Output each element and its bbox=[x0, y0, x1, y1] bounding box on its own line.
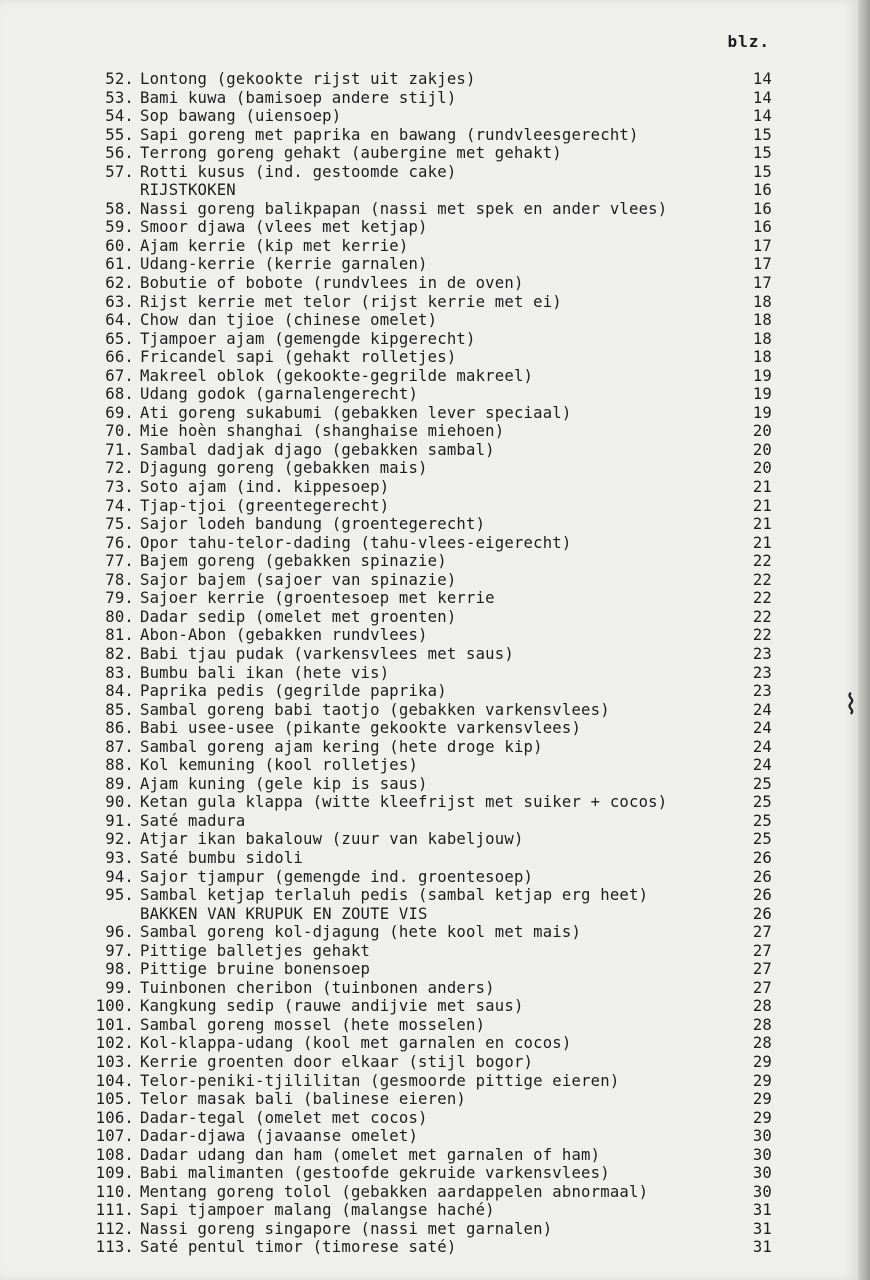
entry-title: Bumbu bali ikan (hete vis) bbox=[140, 663, 390, 682]
toc-entry bbox=[82, 960, 772, 979]
entry-title: Dadar udang dan ham (omelet met garnalen of ham) bbox=[140, 1145, 601, 1164]
entry-title: Chow dan tjioe (chinese omelet) bbox=[140, 311, 438, 330]
toc-entry bbox=[82, 793, 772, 812]
entry-number: 88. bbox=[105, 756, 134, 775]
toc-entry bbox=[82, 144, 772, 163]
toc-entry bbox=[82, 608, 772, 627]
entry-number: 58. bbox=[105, 199, 134, 218]
entry-number: 110. bbox=[95, 1182, 134, 1201]
entry-title: Sambal goreng mossel (hete mosselen) bbox=[140, 1015, 486, 1034]
entry-number: 65. bbox=[105, 329, 134, 348]
entry-title: Dadar-tegal (omelet met cocos) bbox=[140, 1108, 428, 1127]
entry-title: Dadar-djawa (javaanse omelet) bbox=[140, 1127, 419, 1146]
toc-entry bbox=[82, 1127, 772, 1146]
entry-number: 71. bbox=[105, 440, 134, 459]
entry-page-number: 30 bbox=[752, 1127, 772, 1146]
entry-title: Ati goreng sukabumi (gebakken lever speciaal) bbox=[140, 403, 572, 422]
entry-page-number: 20 bbox=[752, 440, 772, 459]
entry-title: Makreel oblok (gekookte-gegrilde makreel) bbox=[140, 366, 534, 385]
entry-title: Telor-peniki-tjililitan (gesmoorde pittige eieren) bbox=[140, 1071, 620, 1090]
entry-title: Mentang goreng tolol (gebakken aardappelen abnormaal) bbox=[140, 1182, 649, 1201]
entry-number: 85. bbox=[105, 700, 134, 719]
entry-title: Nassi goreng singapore (nassi met garnalen) bbox=[140, 1219, 553, 1238]
entry-page-number: 26 bbox=[752, 904, 772, 923]
entry-title: Sop bawang (uiensoep) bbox=[140, 107, 342, 126]
toc-entry bbox=[82, 515, 772, 534]
entry-number: 75. bbox=[105, 515, 134, 534]
entry-number: 87. bbox=[105, 737, 134, 756]
entry-number: 74. bbox=[105, 496, 134, 515]
entry-page-number: 27 bbox=[752, 941, 772, 960]
entry-page-number: 29 bbox=[752, 1108, 772, 1127]
entry-page-number: 18 bbox=[752, 329, 772, 348]
entry-title: Dadar sedip (omelet met groenten) bbox=[140, 607, 457, 626]
entry-number: 68. bbox=[105, 385, 134, 404]
entry-title: Kol-klappa-udang (kool met garnalen en cocos) bbox=[140, 1034, 572, 1053]
entry-page-number: 30 bbox=[752, 1164, 772, 1183]
entry-number: 111. bbox=[95, 1201, 134, 1220]
toc-entry bbox=[82, 1053, 772, 1072]
entry-title: Mie hoèn shanghai (shanghaise miehoen) bbox=[140, 422, 505, 441]
entry-title: Sambal ketjap terlaluh pedis (sambal ketjap erg heet) bbox=[140, 886, 649, 905]
entry-number: 67. bbox=[105, 366, 134, 385]
entry-number: 103. bbox=[95, 1052, 134, 1071]
entry-page-number: 23 bbox=[752, 644, 772, 663]
toc-entry bbox=[82, 163, 772, 182]
entry-title: Terrong goreng gehakt (aubergine met gehakt) bbox=[140, 144, 562, 163]
entry-page-number: 29 bbox=[752, 1052, 772, 1071]
entry-page-number: 17 bbox=[752, 236, 772, 255]
entry-number: 52. bbox=[105, 70, 134, 88]
entry-page-number: 14 bbox=[752, 107, 772, 126]
entry-page-number: 27 bbox=[752, 960, 772, 979]
entry-title: Kol kemuning (kool rolletjes) bbox=[140, 756, 419, 775]
entry-number: 57. bbox=[105, 162, 134, 181]
toc-entry bbox=[82, 979, 772, 998]
entry-page-number: 21 bbox=[752, 533, 772, 552]
entry-page-number: 29 bbox=[752, 1071, 772, 1090]
toc-entry bbox=[82, 330, 772, 349]
toc-entry bbox=[82, 89, 772, 108]
entry-page-number: 15 bbox=[752, 162, 772, 181]
entry-title: Sambal goreng ajam kering (hete droge kip) bbox=[140, 737, 543, 756]
toc-entry bbox=[82, 237, 772, 256]
entry-page-number: 28 bbox=[752, 1015, 772, 1034]
entry-title: Kerrie groenten door elkaar (stijl bogor) bbox=[140, 1052, 534, 1071]
entry-page-number: 22 bbox=[752, 607, 772, 626]
entry-number: 97. bbox=[105, 941, 134, 960]
entry-number: 96. bbox=[105, 923, 134, 942]
entry-number: 113. bbox=[95, 1238, 134, 1257]
entry-title: Opor tahu-telor-dading (tahu-vlees-eigerecht) bbox=[140, 533, 572, 552]
toc-entry bbox=[82, 942, 772, 961]
entry-number: 66. bbox=[105, 348, 134, 367]
entry-number: 73. bbox=[105, 478, 134, 497]
entry-page-number: 18 bbox=[752, 311, 772, 330]
toc-entry bbox=[82, 849, 772, 868]
entry-page-number: 16 bbox=[752, 181, 772, 200]
toc-entry bbox=[82, 293, 772, 312]
entry-page-number: 15 bbox=[752, 125, 772, 144]
entry-number: 109. bbox=[95, 1164, 134, 1183]
toc-entry bbox=[82, 367, 772, 386]
entry-page-number: 24 bbox=[752, 700, 772, 719]
entry-number: 108. bbox=[95, 1145, 134, 1164]
entry-title: Tjap-tjoi (greentegerecht) bbox=[140, 496, 390, 515]
entry-page-number: 25 bbox=[752, 774, 772, 793]
toc-entry bbox=[82, 311, 772, 330]
entry-number: 81. bbox=[105, 626, 134, 645]
entry-title: Sajoer kerrie (groentesoep met kerrie bbox=[140, 589, 495, 608]
entry-number: 61. bbox=[105, 255, 134, 274]
entry-page-number: 20 bbox=[752, 422, 772, 441]
entry-title: Sapi goreng met paprika en bawang (rundvleesgerecht) bbox=[140, 125, 639, 144]
entry-page-number: 23 bbox=[752, 663, 772, 682]
toc-entry bbox=[82, 756, 772, 775]
entry-page-number: 25 bbox=[752, 830, 772, 849]
entry-title: Nassi goreng balikpapan (nassi met spek en ander vlees) bbox=[140, 199, 668, 218]
entry-title: Paprika pedis (gegrilde paprika) bbox=[140, 682, 447, 701]
entry-number: 106. bbox=[95, 1108, 134, 1127]
toc-entry bbox=[82, 1016, 772, 1035]
entry-title: Rotti kusus (ind. gestoomde cake) bbox=[140, 162, 457, 181]
toc-entry bbox=[82, 923, 772, 942]
entry-page-number: 19 bbox=[752, 366, 772, 385]
toc-entry bbox=[82, 571, 772, 590]
entry-number: 89. bbox=[105, 774, 134, 793]
entry-title: Tjampoer ajam (gemengde kipgerecht) bbox=[140, 329, 476, 348]
entry-title: Sapi tjampoer malang (malangse haché) bbox=[140, 1201, 495, 1220]
entry-number: 102. bbox=[95, 1034, 134, 1053]
entry-page-number: 19 bbox=[752, 385, 772, 404]
entry-number: 104. bbox=[95, 1071, 134, 1090]
entry-title: Saté madura bbox=[140, 811, 246, 830]
toc-entry bbox=[82, 626, 772, 645]
toc-entry bbox=[82, 70, 772, 89]
entry-page-number: 24 bbox=[752, 737, 772, 756]
entry-number: 100. bbox=[95, 997, 134, 1016]
toc-entry bbox=[82, 738, 772, 757]
toc-entry bbox=[82, 107, 772, 126]
entry-title: Pittige balletjes gehakt bbox=[140, 941, 371, 960]
toc-entry bbox=[82, 218, 772, 237]
entry-page-number: 22 bbox=[752, 626, 772, 645]
entry-number: 84. bbox=[105, 682, 134, 701]
toc-entry bbox=[82, 1201, 772, 1220]
entry-title: Fricandel sapi (gehakt rolletjes) bbox=[140, 348, 457, 367]
entry-page-number: 31 bbox=[752, 1201, 772, 1220]
entry-title: Sajor lodeh bandung (groentegerecht) bbox=[140, 515, 486, 534]
entry-page-number: 18 bbox=[752, 292, 772, 311]
entry-title: Ajam kuning (gele kip is saus) bbox=[140, 774, 428, 793]
toc-entry bbox=[82, 1238, 772, 1257]
entry-number: 70. bbox=[105, 422, 134, 441]
entry-page-number: 21 bbox=[752, 496, 772, 515]
entry-number: 93. bbox=[105, 848, 134, 867]
entry-number: 92. bbox=[105, 830, 134, 849]
entry-page-number: 21 bbox=[752, 478, 772, 497]
entry-title: RIJSTKOKEN bbox=[140, 181, 236, 200]
entry-number: 105. bbox=[95, 1090, 134, 1109]
entry-page-number: 18 bbox=[752, 348, 772, 367]
entry-number: 78. bbox=[105, 570, 134, 589]
toc-entry bbox=[82, 534, 772, 553]
entry-number: 64. bbox=[105, 311, 134, 330]
entry-page-number: 30 bbox=[752, 1182, 772, 1201]
toc-section-row bbox=[82, 181, 772, 200]
entry-number: 99. bbox=[105, 978, 134, 997]
entry-page-number: 17 bbox=[752, 255, 772, 274]
toc-entry bbox=[82, 775, 772, 794]
entry-number: 80. bbox=[105, 607, 134, 626]
entry-page-number: 22 bbox=[752, 570, 772, 589]
entry-title: Tuinbonen cheribon (tuinbonen anders) bbox=[140, 978, 495, 997]
entry-page-number: 16 bbox=[752, 199, 772, 218]
margin-mark: ⌇ bbox=[844, 688, 858, 721]
entry-title: Smoor djawa (vlees met ketjap) bbox=[140, 218, 428, 237]
entry-number: 77. bbox=[105, 552, 134, 571]
table-of-contents bbox=[82, 70, 772, 1257]
entry-number: 82. bbox=[105, 644, 134, 663]
entry-number: 63. bbox=[105, 292, 134, 311]
entry-page-number: 19 bbox=[752, 403, 772, 422]
entry-page-number: 31 bbox=[752, 1219, 772, 1238]
toc-entry bbox=[82, 812, 772, 831]
entry-page-number: 21 bbox=[752, 515, 772, 534]
toc-entry bbox=[82, 1146, 772, 1165]
entry-title: Babi usee-usee (pikante gekookte varkensvlees) bbox=[140, 719, 582, 738]
entry-title: Saté pentul timor (timorese saté) bbox=[140, 1238, 457, 1257]
entry-title: Udang godok (garnalengerecht) bbox=[140, 385, 419, 404]
toc-entry bbox=[82, 497, 772, 516]
entry-title: Bajem goreng (gebakken spinazie) bbox=[140, 552, 447, 571]
entry-page-number: 29 bbox=[752, 1090, 772, 1109]
entry-title: Ketan gula klappa (witte kleefrijst met suiker + cocos) bbox=[140, 793, 668, 812]
entry-page-number: 25 bbox=[752, 793, 772, 812]
entry-number: 54. bbox=[105, 107, 134, 126]
entry-number: 83. bbox=[105, 663, 134, 682]
entry-number: 112. bbox=[95, 1219, 134, 1238]
toc-entry bbox=[82, 589, 772, 608]
entry-title: Atjar ikan bakalouw (zuur van kabeljouw) bbox=[140, 830, 524, 849]
entry-title: Djagung goreng (gebakken mais) bbox=[140, 459, 428, 478]
entry-number: 55. bbox=[105, 125, 134, 144]
toc-entry bbox=[82, 348, 772, 367]
toc-entry bbox=[82, 126, 772, 145]
entry-title: Telor masak bali (balinese eieren) bbox=[140, 1090, 466, 1109]
entry-number: 91. bbox=[105, 811, 134, 830]
entry-title: Saté bumbu sidoli bbox=[140, 848, 303, 867]
entry-number: 56. bbox=[105, 144, 134, 163]
entry-title: Pittige bruine bonensoep bbox=[140, 960, 371, 979]
entry-title: Babi tjau pudak (varkensvlees met saus) bbox=[140, 644, 514, 663]
toc-entry bbox=[82, 1109, 772, 1128]
entry-page-number: 24 bbox=[752, 756, 772, 775]
entry-number: 94. bbox=[105, 867, 134, 886]
page-column-header: blz. bbox=[727, 32, 770, 51]
entry-number: 69. bbox=[105, 403, 134, 422]
toc-entry bbox=[82, 719, 772, 738]
toc-entry bbox=[82, 552, 772, 571]
entry-title: Soto ajam (ind. kippesoep) bbox=[140, 478, 390, 497]
entry-page-number: 24 bbox=[752, 719, 772, 738]
entry-number: 90. bbox=[105, 793, 134, 812]
toc-entry bbox=[82, 1034, 772, 1053]
entry-number: 53. bbox=[105, 88, 134, 107]
entry-title: Abon-Abon (gebakken rundvlees) bbox=[140, 626, 428, 645]
toc-entry bbox=[82, 255, 772, 274]
toc-entry bbox=[82, 682, 772, 701]
entry-page-number: 23 bbox=[752, 682, 772, 701]
toc-section-row bbox=[82, 905, 772, 924]
entry-number: 79. bbox=[105, 589, 134, 608]
entry-page-number: 30 bbox=[752, 1145, 772, 1164]
toc-entry bbox=[82, 1164, 772, 1183]
toc-entry bbox=[82, 868, 772, 887]
entry-title: Sajor bajem (sajoer van spinazie) bbox=[140, 570, 457, 589]
entry-page-number: 26 bbox=[752, 886, 772, 905]
toc-entry bbox=[82, 441, 772, 460]
toc-entry bbox=[82, 274, 772, 293]
entry-page-number: 22 bbox=[752, 589, 772, 608]
entry-title: Bami kuwa (bamisoep andere stijl) bbox=[140, 88, 457, 107]
entry-page-number: 20 bbox=[752, 459, 772, 478]
entry-number: 95. bbox=[105, 886, 134, 905]
entry-title: Ajam kerrie (kip met kerrie) bbox=[140, 236, 409, 255]
entry-number: 62. bbox=[105, 274, 134, 293]
entry-page-number: 28 bbox=[752, 997, 772, 1016]
entry-title: Babi malimanten (gestoofde gekruide varkensvlees) bbox=[140, 1164, 610, 1183]
toc-entry bbox=[82, 1090, 772, 1109]
toc-entry bbox=[82, 1072, 772, 1091]
toc-entry bbox=[82, 830, 772, 849]
entry-title: BAKKEN VAN KRUPUK EN ZOUTE VIS bbox=[140, 904, 428, 923]
entry-page-number: 17 bbox=[752, 274, 772, 293]
toc-entry bbox=[82, 645, 772, 664]
toc-entry bbox=[82, 997, 772, 1016]
toc-entry bbox=[82, 200, 772, 219]
entry-title: Udang-kerrie (kerrie garnalen) bbox=[140, 255, 428, 274]
entry-page-number: 14 bbox=[752, 70, 772, 88]
entry-page-number: 16 bbox=[752, 218, 772, 237]
entry-page-number: 14 bbox=[752, 88, 772, 107]
toc-entry bbox=[82, 1220, 772, 1239]
entry-number: 60. bbox=[105, 236, 134, 255]
toc-entry bbox=[82, 422, 772, 441]
entry-page-number: 22 bbox=[752, 552, 772, 571]
toc-entry bbox=[82, 664, 772, 683]
entry-number: 72. bbox=[105, 459, 134, 478]
entry-title: Sambal dadjak djago (gebakken sambal) bbox=[140, 440, 495, 459]
entry-page-number: 27 bbox=[752, 978, 772, 997]
entry-number: 107. bbox=[95, 1127, 134, 1146]
toc-entry bbox=[82, 478, 772, 497]
entry-title: Lontong (gekookte rijst uit zakjes) bbox=[140, 70, 476, 88]
entry-title: Rijst kerrie met telor (rijst kerrie met ei) bbox=[140, 292, 562, 311]
entry-page-number: 25 bbox=[752, 811, 772, 830]
entry-number: 101. bbox=[95, 1015, 134, 1034]
entry-number: 98. bbox=[105, 960, 134, 979]
toc-entry bbox=[82, 1183, 772, 1202]
entry-page-number: 26 bbox=[752, 867, 772, 886]
entry-number: 59. bbox=[105, 218, 134, 237]
entry-title: Sajor tjampur (gemengde ind. groentesoep) bbox=[140, 867, 534, 886]
toc-entry bbox=[82, 385, 772, 404]
toc-entry bbox=[82, 404, 772, 423]
entry-page-number: 31 bbox=[752, 1238, 772, 1257]
entry-title: Kangkung sedip (rauwe andijvie met saus) bbox=[140, 997, 524, 1016]
toc-entry bbox=[82, 701, 772, 720]
toc-entry bbox=[82, 459, 772, 478]
toc-entry bbox=[82, 886, 772, 905]
entry-page-number: 27 bbox=[752, 923, 772, 942]
entry-page-number: 28 bbox=[752, 1034, 772, 1053]
entry-number: 86. bbox=[105, 719, 134, 738]
entry-title: Sambal goreng kol-djagung (hete kool met mais) bbox=[140, 923, 582, 942]
entry-title: Bobutie of bobote (rundvlees in de oven) bbox=[140, 274, 524, 293]
entry-number: 76. bbox=[105, 533, 134, 552]
entry-page-number: 26 bbox=[752, 848, 772, 867]
entry-page-number: 15 bbox=[752, 144, 772, 163]
entry-title: Sambal goreng babi taotjo (gebakken varkensvlees) bbox=[140, 700, 610, 719]
